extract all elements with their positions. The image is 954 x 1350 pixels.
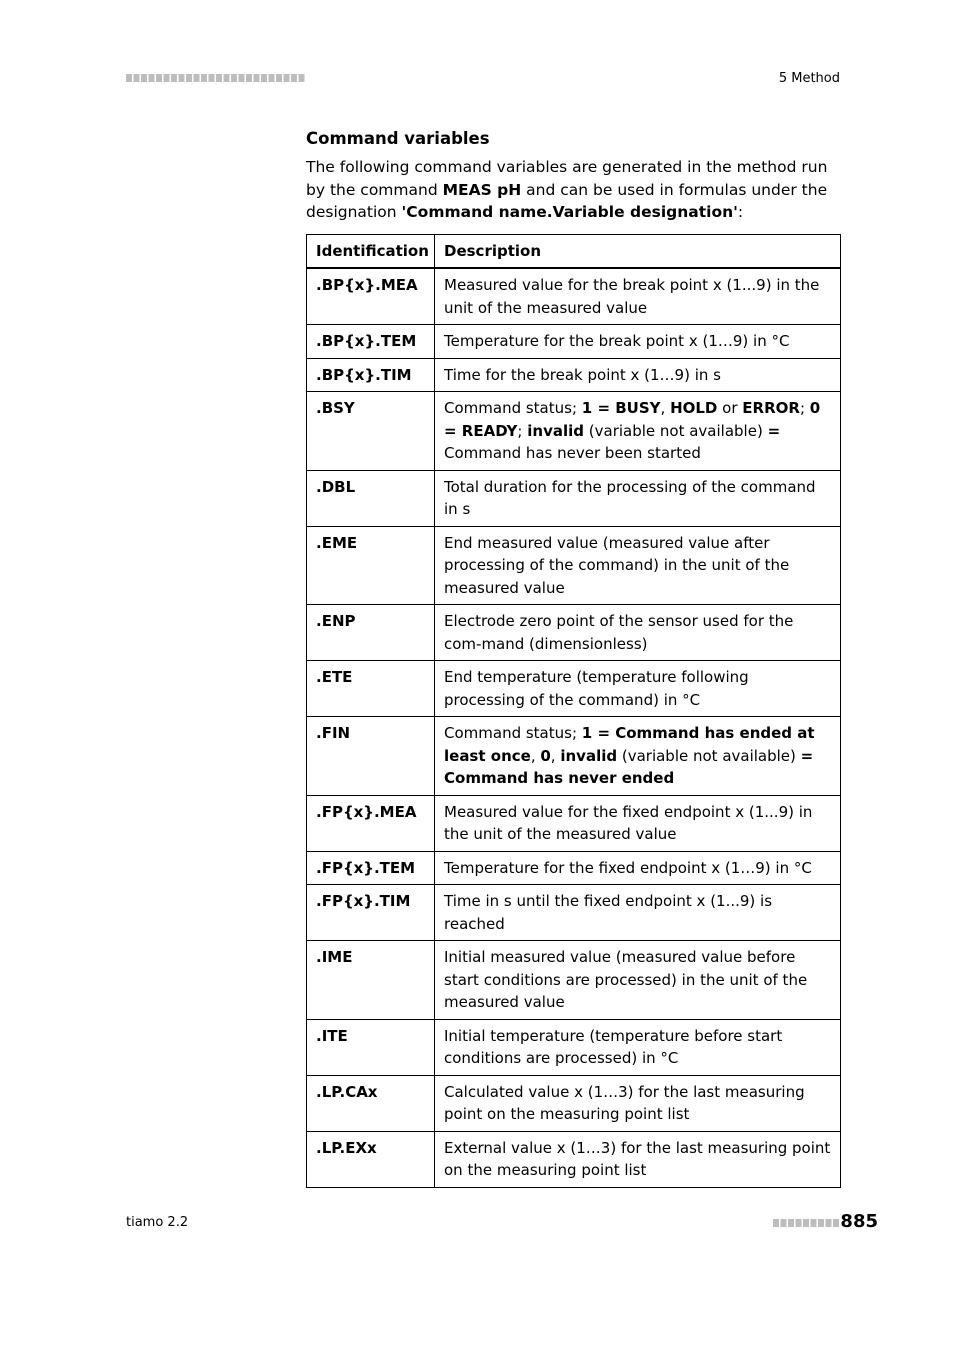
table-row [307, 1075, 841, 1131]
description-text: (variable not available) [584, 421, 768, 440]
footer-decoration [773, 1219, 839, 1227]
table-row [307, 1131, 841, 1187]
description-text: , [530, 746, 541, 765]
description-text: , [550, 746, 561, 765]
variable-description [435, 795, 841, 851]
variable-description [435, 941, 841, 1020]
description-text: Measured value for the fixed endpoint x (1...9) in the unit of the measured value [444, 802, 813, 843]
description-emphasis: = [767, 421, 781, 440]
table-row [307, 795, 841, 851]
intro-command: MEAS pH [442, 180, 522, 199]
variable-description [435, 325, 841, 359]
description-text: End measured value (measured value after processing of the command) in the unit of the measured value [444, 533, 790, 597]
variable-description [435, 851, 841, 885]
variable-description [435, 717, 841, 796]
variable-identification: .FIN [307, 717, 435, 796]
footer-product: tiamo 2.2 [126, 1215, 189, 1230]
description-text: Temperature for the break point x (1…9) in °C [444, 332, 790, 350]
table-row [307, 470, 841, 526]
variable-identification: .BP{x}.TEM [307, 325, 435, 359]
variable-identification: .DBL [307, 470, 435, 526]
description-text: Total duration for the processing of the command in s [444, 477, 816, 518]
description-emphasis: invalid [527, 421, 584, 440]
variable-description [435, 1075, 841, 1131]
description-text: End temperature (temperature following processing of the command) in °C [444, 668, 749, 709]
table-body [307, 268, 841, 1187]
description-text: Temperature for the fixed endpoint x (1…9) in °C [444, 858, 812, 877]
description-text: Measured value for the break point x (1...9) in the unit of the measured value [444, 276, 820, 317]
variable-description [435, 885, 841, 941]
intro-designation: 'Command name.Variable designation' [401, 203, 738, 221]
column-header-identification: Identification [307, 234, 435, 268]
intro-text: The following command variables are generated in the method run by the command [306, 158, 828, 199]
table-row [307, 268, 841, 325]
variable-identification: .ETE [307, 661, 435, 717]
description-text: ; [799, 399, 810, 417]
description-text: Time for the break point x (1…9) in s [444, 365, 721, 384]
variable-identification: .LP.CAx [307, 1075, 435, 1131]
description-emphasis: 1 = BUSY [581, 399, 661, 417]
description-emphasis: invalid [560, 746, 618, 765]
command-variables-table [306, 234, 841, 1188]
variable-identification: .BP{x}.MEA [307, 268, 435, 325]
table-row [307, 661, 841, 717]
description-text: Command has never been started [444, 444, 701, 462]
variable-identification: .ENP [307, 605, 435, 661]
table-row [307, 941, 841, 1020]
variable-identification: .FP{x}.TIM [307, 885, 435, 941]
description-text: , [660, 399, 671, 417]
table-row [307, 851, 841, 885]
description-text: Electrode zero point of the sensor used for the com-mand (dimensionless) [444, 612, 794, 653]
page-number: 885 [840, 1211, 878, 1232]
variable-description [435, 268, 841, 325]
variable-description [435, 1019, 841, 1075]
description-text: ; [517, 421, 528, 440]
description-text: Command status; [444, 724, 582, 742]
table-row [307, 325, 841, 359]
description-text: Initial temperature (temperature before start conditions are processed) in °C [444, 1026, 783, 1067]
description-text: or [717, 399, 743, 417]
description-emphasis: 0 [540, 746, 551, 765]
table-row [307, 605, 841, 661]
description-text: Command status; [444, 399, 582, 417]
description-text: (variable not available) [617, 746, 801, 765]
variable-identification: .FP{x}.TEM [307, 851, 435, 885]
table-header-row [307, 234, 841, 268]
variable-description [435, 526, 841, 605]
description-emphasis: = Command has never ended [444, 746, 814, 787]
variable-identification: .EME [307, 526, 435, 605]
variable-description [435, 358, 841, 392]
table-row [307, 526, 841, 605]
description-emphasis: 1 = Command has ended at least once [444, 724, 815, 765]
intro-text: : [737, 203, 744, 221]
description-text: Time in s until the fixed endpoint x (1...9) is reached [444, 892, 773, 933]
main-content [306, 128, 840, 1188]
table-row [307, 392, 841, 471]
description-emphasis: HOLD [670, 399, 718, 417]
intro-paragraph [306, 156, 840, 224]
variable-description [435, 605, 841, 661]
variable-identification: .FP{x}.MEA [307, 795, 435, 851]
variable-identification: .BP{x}.TIM [307, 358, 435, 392]
description-text: Initial measured value (measured value before start conditions are processed) in the unit of the measured value [444, 948, 808, 1011]
header-decoration [126, 74, 306, 82]
description-text: External value x (1…3) for the last measuring point on the measuring point list [444, 1138, 831, 1179]
intro-text: and can be used in formulas under the designation [306, 180, 828, 221]
variable-identification: .LP.EXx [307, 1131, 435, 1187]
section-title: Command variables [306, 129, 490, 148]
description-emphasis: 0 = READY [444, 399, 821, 440]
column-header-description: Description [435, 234, 841, 268]
description-emphasis: ERROR [742, 399, 800, 417]
variable-identification: .BSY [307, 392, 435, 471]
table-row [307, 1019, 841, 1075]
header-section-label: 5 Method [778, 71, 840, 86]
description-text: Calculated value x (1…3) for the last measuring point on the measuring point list [444, 1082, 805, 1123]
variable-description [435, 392, 841, 471]
variable-identification: .IME [307, 941, 435, 1020]
variable-description [435, 470, 841, 526]
variable-description [435, 1131, 841, 1187]
variable-identification: .ITE [307, 1019, 435, 1075]
variable-description [435, 661, 841, 717]
table-row [307, 358, 841, 392]
table-row [307, 885, 841, 941]
table-row [307, 717, 841, 796]
